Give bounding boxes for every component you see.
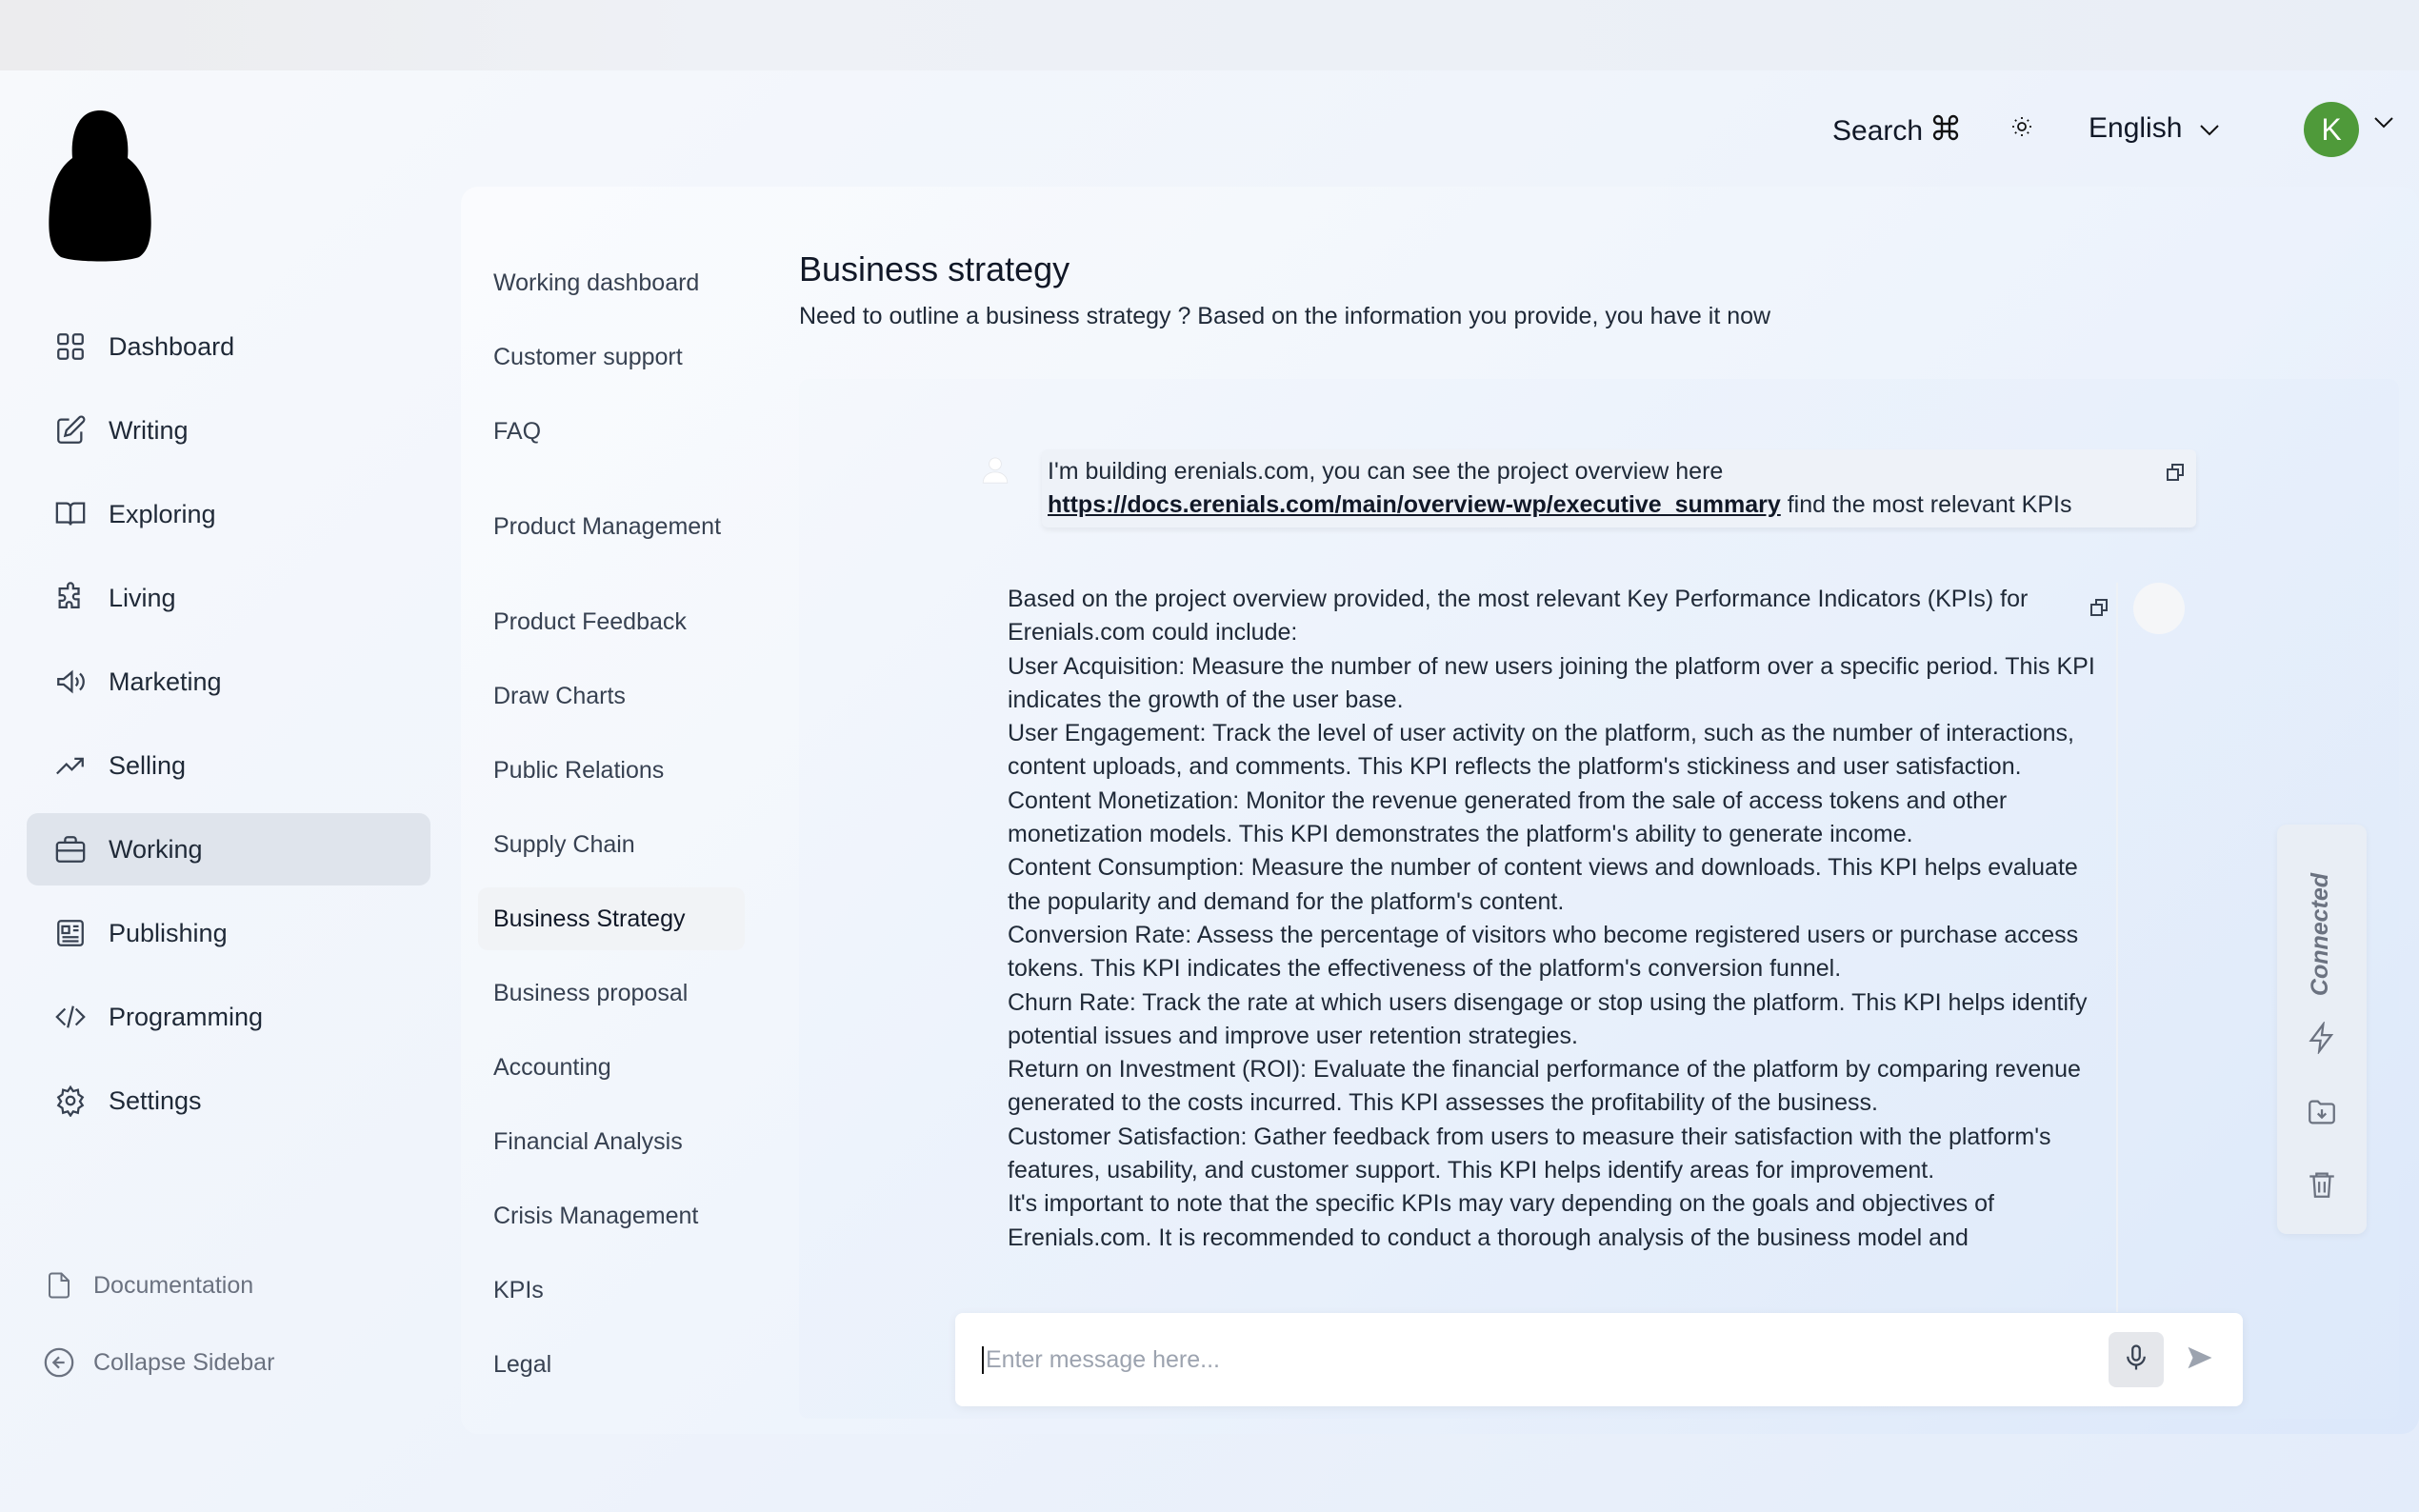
- subnav-item-product-feedback[interactable]: Product Feedback: [493, 608, 687, 635]
- project-overview-link[interactable]: https://docs.erenials.com/main/overview-wp/executive_summary: [1048, 491, 1781, 518]
- message-line: Conversion Rate: Assess the percentage of visitors who become registered users or purchase access tokens. This KPI indicates the effectiveness of the platform's conversion funnel.: [1008, 921, 2079, 983]
- message-line: Customer Satisfaction: Gather feedback from users to measure their satisfaction with the platform's features, usability, and customer support. This KPI helps identify areas for improvement.: [1008, 1123, 2051, 1184]
- message-line: Content Consumption: Measure the number of content views and downloads. This KPI helps evaluate the popularity and demand for the platform's content.: [1008, 854, 2078, 915]
- avatar-initial: K: [2321, 111, 2342, 147]
- message-line: Content Monetization: Monitor the revenue generated from the sale of access tokens and other monetization models. This KPI demonstrates the platform's ability to generate income.: [1008, 786, 2008, 848]
- chevron-down-icon: [2199, 112, 2220, 145]
- page-subtitle: Need to outline a business strategy ? Based on the information you provide, you have it now: [799, 303, 1771, 329]
- trending-up-icon: [53, 748, 88, 783]
- sidebar-item-label: Exploring: [109, 499, 216, 528]
- code-icon: [53, 1000, 88, 1034]
- subnav-item-product-management[interactable]: Product Management: [493, 513, 722, 540]
- grid-icon: [53, 329, 88, 364]
- documentation-link[interactable]: [42, 1266, 274, 1304]
- subnav-item-crisis-management[interactable]: Crisis Management: [493, 1203, 699, 1229]
- microphone-icon: [2122, 1342, 2150, 1379]
- assistant-message: [998, 583, 2118, 1312]
- trash-icon[interactable]: [2305, 1167, 2339, 1202]
- message-composer: [955, 1313, 2243, 1406]
- sidebar-item-working[interactable]: [27, 813, 430, 885]
- sidebar-item-dashboard[interactable]: [27, 310, 430, 383]
- window-top-strip: [0, 0, 2419, 70]
- send-icon: [2185, 1343, 2215, 1377]
- subnav-item-public-relations[interactable]: Public Relations: [493, 757, 665, 784]
- book-icon: [53, 497, 88, 531]
- puzzle-icon: [53, 581, 88, 615]
- sidebar-item-programming[interactable]: [27, 981, 430, 1053]
- sidebar-item-settings[interactable]: [27, 1064, 430, 1137]
- subnav-item-draw-charts[interactable]: Draw Charts: [493, 683, 626, 709]
- theme-toggle-button[interactable]: [2008, 112, 2036, 145]
- user-avatar[interactable]: [2304, 102, 2359, 157]
- subnav-item-accounting[interactable]: Accounting: [493, 1054, 611, 1081]
- connection-status: [2292, 863, 2349, 1005]
- sidebar-item-label: Writing: [109, 415, 189, 445]
- sidebar-item-selling[interactable]: [27, 729, 430, 802]
- subnav-item-kpis[interactable]: KPIs: [493, 1277, 544, 1303]
- message-input[interactable]: [982, 1346, 2096, 1374]
- connection-status-label: Connected: [2307, 872, 2334, 996]
- subnav-item-faq[interactable]: FAQ: [493, 418, 542, 445]
- message-line: It's important to note that the specific KPIs may vary depending on the goals and objectives of Erenials.com. It is recommended to conduct a thorough analysis of the business model and: [1008, 1190, 1994, 1251]
- page-title: Business strategy: [799, 249, 1070, 288]
- user-message-text-end: find the most relevant KPIs: [1780, 491, 2072, 518]
- message-line: User Engagement: Track the level of user activity on the platform, such as the number of interactions, content uploads, and comments. This KPI reflects the platform's stickiness and user satisfaction.: [1008, 720, 2074, 781]
- document-icon: [42, 1268, 76, 1303]
- copy-icon[interactable]: [2088, 596, 2110, 624]
- sidebar-item-living[interactable]: [27, 562, 430, 634]
- subnav-item-business-strategy[interactable]: Business Strategy: [478, 887, 745, 950]
- send-button[interactable]: [2176, 1332, 2224, 1387]
- sidebar-item-publishing[interactable]: [27, 897, 430, 969]
- chevron-down-icon[interactable]: [2373, 116, 2394, 134]
- language-select[interactable]: [2089, 112, 2220, 145]
- sidebar-item-label: Dashboard: [109, 331, 235, 361]
- sun-icon: [2010, 115, 2033, 143]
- sidebar-nav: [27, 310, 430, 1148]
- user-message: [1042, 449, 2196, 527]
- sidebar-footer: [42, 1266, 274, 1421]
- newspaper-icon: [53, 916, 88, 950]
- sidebar-item-exploring[interactable]: [27, 478, 430, 550]
- sidebar-item-label: Living: [109, 583, 176, 612]
- user-message-text: I'm building erenials.com, you can see the project overview here: [1048, 458, 1724, 485]
- message-line: User Acquisition: Measure the number of new users joining the platform over a specific period. This KPI indicates the growth of the user base.: [1008, 652, 2095, 713]
- sidebar-item-label: Programming: [109, 1002, 264, 1031]
- lightning-icon[interactable]: [2305, 1021, 2339, 1055]
- sidebar-item-label: Selling: [109, 750, 187, 780]
- sidebar-item-writing[interactable]: [27, 394, 430, 467]
- megaphone-icon: [53, 665, 88, 699]
- chat-tools-panel: [2277, 825, 2367, 1234]
- collapse-sidebar-label: Collapse Sidebar: [93, 1348, 275, 1376]
- search-button[interactable]: [1832, 112, 1961, 150]
- collapse-sidebar-button[interactable]: [42, 1343, 274, 1382]
- search-label: Search: [1832, 115, 1924, 147]
- assistant-avatar: [2133, 583, 2185, 634]
- language-label: English: [2089, 112, 2183, 144]
- documentation-label: Documentation: [93, 1271, 254, 1299]
- arrow-left-circle-icon: [42, 1345, 76, 1380]
- command-key-icon: [1930, 112, 1961, 150]
- app-logo: [48, 109, 152, 263]
- briefcase-icon: [53, 832, 88, 866]
- sidebar-item-marketing[interactable]: [27, 646, 430, 718]
- sidebar-item-label: Marketing: [109, 666, 222, 696]
- message-line: Based on the project overview provided, the most relevant Key Performance Indicators (KPIs) for Erenials.com could include:: [1008, 586, 2029, 647]
- subnav-item-financial-analysis[interactable]: Financial Analysis: [493, 1128, 683, 1155]
- subnav-item-customer-support[interactable]: Customer support: [493, 344, 683, 370]
- edit-icon: [53, 413, 88, 448]
- subnav-item-legal[interactable]: Legal: [493, 1351, 552, 1378]
- subnav-item-working-dashboard[interactable]: Working dashboard: [493, 269, 700, 296]
- folder-download-icon[interactable]: [2305, 1095, 2339, 1129]
- gear-icon: [53, 1084, 88, 1118]
- message-line: Return on Investment (ROI): Evaluate the financial performance of the platform by comparing revenue generated to the costs incurred. This KPI assesses the profitability of the business.: [1008, 1056, 2081, 1117]
- sub-nav: [478, 251, 745, 1407]
- microphone-button[interactable]: [2109, 1332, 2164, 1387]
- subnav-item-business-proposal[interactable]: Business proposal: [493, 980, 689, 1006]
- sidebar-item-label: Working: [109, 834, 203, 864]
- sidebar-item-label: Settings: [109, 1085, 202, 1115]
- sidebar-item-label: Publishing: [109, 918, 228, 947]
- subnav-item-supply-chain[interactable]: Supply Chain: [493, 831, 635, 858]
- message-line: Churn Rate: Track the rate at which users disengage or stop using the platform. This KPI helps identify potential issues and improve user retention strategies.: [1008, 988, 2088, 1049]
- copy-icon[interactable]: [2164, 461, 2187, 488]
- user-avatar-icon: [979, 453, 1011, 486]
